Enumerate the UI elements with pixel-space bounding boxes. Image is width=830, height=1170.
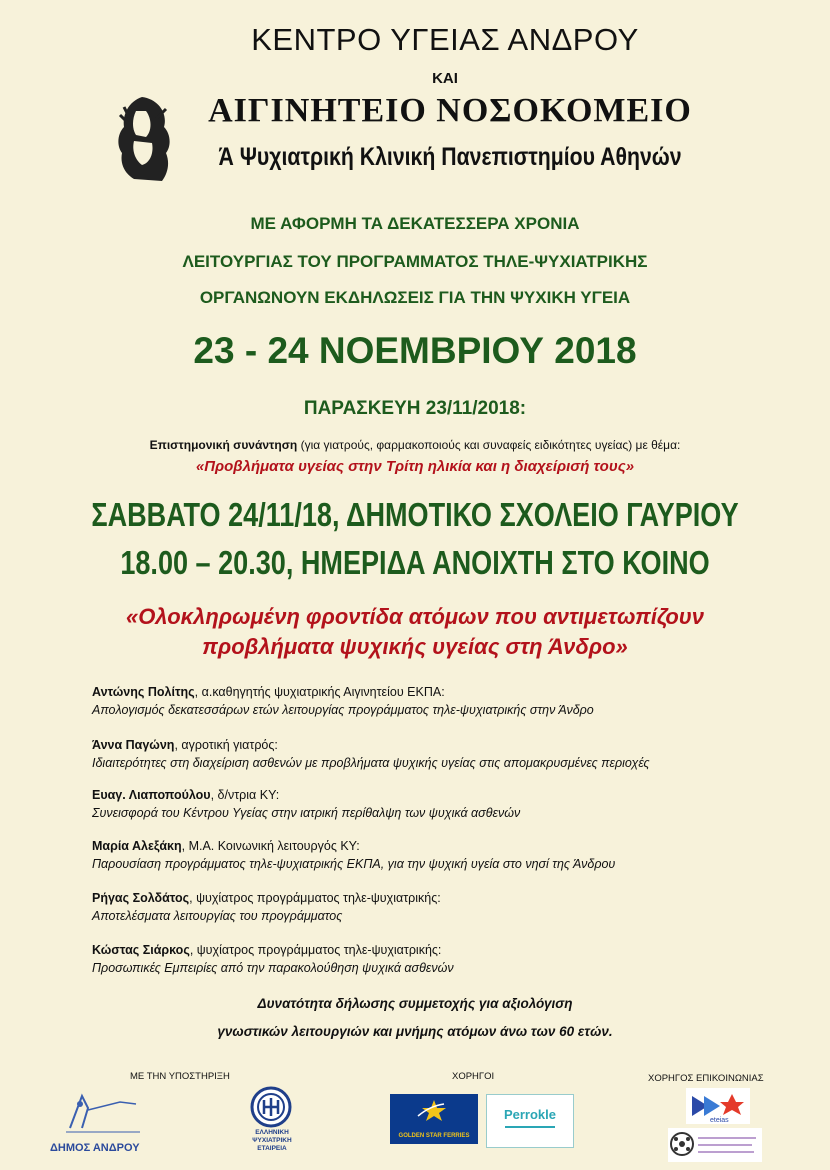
speaker-role: , αγροτική γιατρός: <box>174 738 278 752</box>
media-sponsor-label: ΧΟΡΗΓΟΣ ΕΠΙΚΟΙΝΩΝΙΑΣ <box>648 1073 764 1084</box>
friday-description <box>0 438 830 452</box>
speaker-role: , ψυχίατρος προγράμματος τηλε-ψυχιατρικής: <box>189 891 441 905</box>
andros-municipality-logo-icon <box>60 1090 150 1140</box>
speaker-name: Αντώνης Πολίτης <box>92 685 195 699</box>
friday-description-bold: Επιστημονική συνάντηση <box>149 438 298 452</box>
speaker-name: Κώστας Σιάρκος <box>92 943 190 957</box>
speaker-name: Μαρία Αλεξάκη <box>92 839 182 853</box>
speaker-talk: Προσωπικές Εμπειρίες από την παρακολούθηση ψυχικά ασθενών <box>92 961 454 975</box>
speaker-role: , Μ.Α. Κοινωνική λειτουργός ΚΥ: <box>181 839 360 853</box>
saturday-topic-line-2: προβλήματα ψυχικής υγείας στη Άνδρο» <box>202 634 628 659</box>
film-club-logo-icon <box>668 1128 762 1162</box>
golden-star-ferries-logo <box>390 1094 478 1144</box>
perrokle-underline <box>505 1126 555 1128</box>
support-label: ΜΕ ΤΗΝ ΥΠΟΣΤΗΡΙΞΗ <box>130 1071 230 1082</box>
psychiatric-society-logo-icon <box>250 1086 292 1128</box>
star-icon <box>390 1094 478 1128</box>
society-line-2: ΨΥΧΙΑΤΡΙΚΗ <box>252 1137 292 1144</box>
friday-topic: «Προβλήματα υγείας στην Τρίτη ηλικία και η διαχείρισή τους» <box>195 458 635 475</box>
speaker-role: , δ/ντρια ΚΥ: <box>210 788 280 802</box>
clinic-name: Ά Ψυχιατρική Κλινική Πανεπιστημίου Αθηνών <box>218 143 682 171</box>
speaker-name: Ρήγας Σολδάτος <box>92 891 190 905</box>
evaluation-line-1: Δυνατότητα δήλωσης συμμετοχής για αξιολόγιση <box>257 996 573 1011</box>
svg-text:eteias: eteias <box>710 1117 729 1124</box>
speaker-name: Άννα Παγώνη <box>92 738 175 752</box>
speaker-talk: Ιδιαιτερότητες στη διαχείριση ασθενών με προβλήματα ψυχικής υγείας στις απομακρυσμένες περιοχές <box>92 756 650 770</box>
saturday-topic-line-1: «Ολοκληρωμένη φροντίδα ατόμων που αντιμετωπίζουν <box>125 604 705 629</box>
speaker-talk: Αποτελέσματα λειτουργίας του προγράμματος <box>92 909 343 923</box>
intro-line-1: ΜΕ ΑΦΟΡΜΗ ΤΑ ΔΕΚΑΤΕΣΣΕΡΑ ΧΡΟΝΙΑ <box>250 214 580 233</box>
header-and: ΚΑΙ <box>432 70 458 87</box>
speaker-role: , ψυχίατρος προγράμματος τηλε-ψυχιατρικής: <box>189 943 442 957</box>
saturday-line-1: ΣΑΒΒΑΤΟ 24/11/18, ΔΗΜΟΤΙΚΟ ΣΧΟΛΕΙΟ ΓΑΥΡΙΟΥ <box>91 496 739 533</box>
golden-star-label: GOLDEN STAR FERRIES <box>398 1133 470 1139</box>
friday-title: ΠΑΡΑΣΚΕΥΗ 23/11/2018: <box>303 398 527 419</box>
speaker-item <box>92 683 792 719</box>
event-dates: 23 - 24 ΝΟΕΜΒΡΙΟΥ 2018 <box>193 330 637 371</box>
saturday-line-2: 18.00 – 20.30, ΗΜΕΡΙΔΑ ΑΝΟΙΧΤΗ ΣΤΟ ΚΟΙΝΟ <box>120 544 710 581</box>
municipality-name: ΔΗΜΟΣ ΑΝΔΡΟΥ <box>50 1142 140 1154</box>
psychiatric-society-name <box>244 1129 300 1153</box>
perrokle-label: Perrokle <box>503 1107 557 1122</box>
speaker-talk: Παρουσίαση προγράμματος τηλε-ψυχιατρικής ΕΚΠΑ, για την ψυχική υγεία στο νησί της Άνδρου <box>92 857 616 871</box>
speaker-item <box>92 837 792 873</box>
speaker-talk: Απολογισμός δεκατεσσάρων ετών λειτουργίας προγράμματος τηλε-ψυχιατρικής στην Άνδρο <box>92 703 594 717</box>
sponsors-label: ΧΟΡΗΓΟΙ <box>452 1071 495 1082</box>
speaker-talk: Συνεισφορά του Κέντρου Υγείας στην ιατρική περίθαλψη των ψυχικά ασθενών <box>92 806 521 820</box>
speaker-item <box>92 786 792 822</box>
speaker-name: Ευαγ. Λιαποπούλου <box>92 788 211 802</box>
speaker-item <box>92 889 792 925</box>
friday-description-rest: (για γιατρούς, φαρμακοποιούς και συναφείς ειδικότητες υγείας) με θέμα: <box>297 438 681 452</box>
hospital-name: ΑΙΓΙΝΗΤΕΙΟ ΝΟΣΟΚΟΜΕΙΟ <box>208 92 692 129</box>
society-line-3: ΕΤΑΙΡΕΙΑ <box>257 1145 287 1152</box>
evaluation-line-2: γνωστικών λειτουργιών και μνήμης ατόμων άνω των 60 ετών. <box>217 1024 613 1039</box>
media-sponsor-logo-icon <box>686 1088 750 1124</box>
speaker-item <box>92 941 792 977</box>
intro-line-3: ΟΡΓΑΝΩΝΟΥΝ ΕΚΔΗΛΩΣΕΙΣ ΓΙΑ ΤΗΝ ΨΥΧΙΚΗ ΥΓΕΙΑ <box>199 288 631 307</box>
speaker-item <box>92 736 792 772</box>
perrokle-logo <box>486 1094 574 1148</box>
society-line-1: ΕΛΛΗΝΙΚΗ <box>255 1129 289 1136</box>
intro-line-2: ΛΕΙΤΟΥΡΓΙΑΣ ΤΟΥ ΠΡΟΓΡΑΜΜΑΤΟΣ ΤΗΛΕ-ΨΥΧΙΑΤΡΙΚΗΣ <box>182 252 648 271</box>
header-title: ΚΕΝΤΡΟ ΥΓΕΙΑΣ ΑΝΔΡΟΥ <box>251 22 639 57</box>
speaker-role: , α.καθηγητής ψυχιατρικής Αιγινητείου ΕΚΠΑ: <box>194 685 445 699</box>
